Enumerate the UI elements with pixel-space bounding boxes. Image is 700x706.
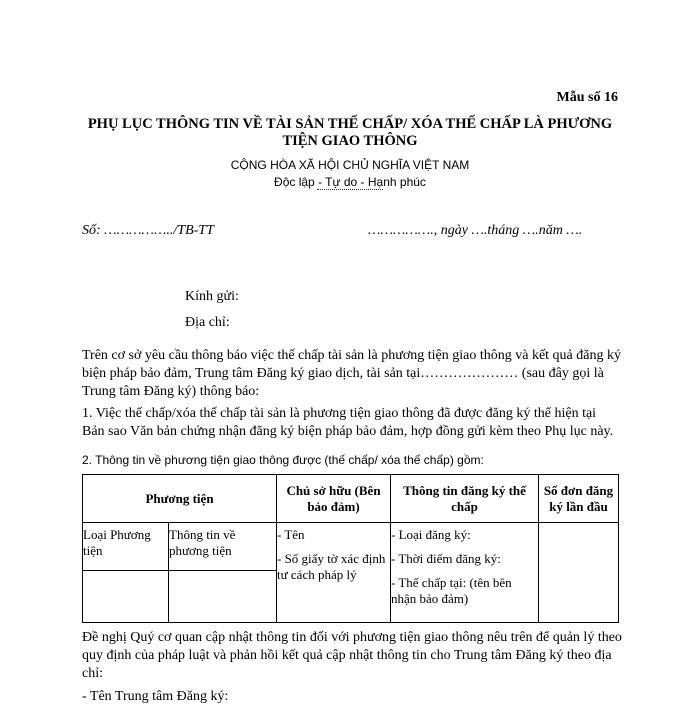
- table-row: [83, 523, 619, 571]
- cell-registration-info: [391, 523, 539, 623]
- document-title-line1: PHỤ LỤC THÔNG TIN VỀ TÀI SẢN THẾ CHẤP/ XÓA THẾ CHẤP LÀ PHƯƠNG: [87, 116, 613, 132]
- recipient-label: Kính gửi:: [185, 289, 239, 304]
- reference-number: Số: ……………../TB-TT: [82, 223, 214, 238]
- national-motto: Độc lập - Tự do - Hạnh phúc: [274, 175, 426, 189]
- header-separator: [317, 189, 383, 190]
- request-paragraph: Đề nghị Quý cơ quan cập nhật thông tin đối với phương tiện giao thông nêu trên để quản lý theo quy định của pháp luật và phản hồi kết quả cập nhật thông tin cho Trung tâm Đăng ký theo địa chỉ:: [82, 630, 622, 681]
- vehicle-info-table: [82, 474, 619, 623]
- cell-empty: [83, 571, 169, 623]
- table-header-row: [83, 475, 619, 523]
- item-2-heading: 2. Thông tin về phương tiện giao thông được (thế chấp/ xóa thế chấp) gồm:: [82, 453, 484, 467]
- header-vehicle: Phương tiện: [83, 475, 277, 523]
- form-number: Mẫu số 16: [556, 90, 618, 105]
- header-owner: Chủ sở hữu (Bên bảo đảm): [277, 475, 391, 523]
- header-registration-info: Thông tin đăng ký thế chấp: [391, 475, 539, 523]
- reference-date: ……………., ngày ….tháng ….năm ….: [368, 223, 583, 238]
- cell-owner: [277, 523, 391, 623]
- intro-paragraph: Trên cơ sở yêu cầu thông báo việc thế chấp tài sản là phương tiện giao thông và kết quả đăng ký biện pháp bảo đảm, Trung tâm Đăng ký giao dịch, tài sản tại………………… (sau đây gọi là Trung tâm Đăng ký) thông báo:: [82, 348, 621, 399]
- country-name: CỘNG HÒA XÃ HỘI CHỦ NGHĨA VIỆT NAM: [230, 158, 470, 172]
- vehicle-type-label: Loại Phương tiện: [83, 527, 151, 558]
- center-name-line: - Tên Trung tâm Đăng ký:: [82, 689, 229, 704]
- reg-time-label: - Thời điểm đăng ký:: [391, 551, 501, 566]
- cell-empty: [169, 571, 277, 623]
- cell-first-reg-number: [539, 523, 619, 623]
- owner-name-label: - Tên: [277, 527, 305, 542]
- address-label: Địa chỉ:: [185, 315, 230, 330]
- document-title-line2: TIỆN GIAO THÔNG: [282, 133, 418, 149]
- pledged-at-label: - Thế chấp tại: (tên bên nhận bảo đảm): [391, 575, 512, 606]
- vehicle-info-label: Thông tin về phương tiện: [169, 527, 236, 558]
- item-1-paragraph: 1. Việc thế chấp/xóa thế chấp tài sản là phương tiện giao thông đã được đăng ký thể hiện tại Bản sao Văn bản chứng nhận đăng ký biện pháp bảo đảm, hợp đồng gửi kèm theo Phụ lục này.: [82, 406, 614, 439]
- cell-vehicle-info: [169, 523, 277, 571]
- header-first-reg-number: Số đơn đăng ký lần đầu: [539, 475, 619, 523]
- reg-type-label: - Loại đăng ký:: [391, 527, 471, 542]
- cell-vehicle-type: [83, 523, 169, 571]
- owner-id-label: - Số giấy tờ xác định tư cách pháp lý: [277, 551, 386, 582]
